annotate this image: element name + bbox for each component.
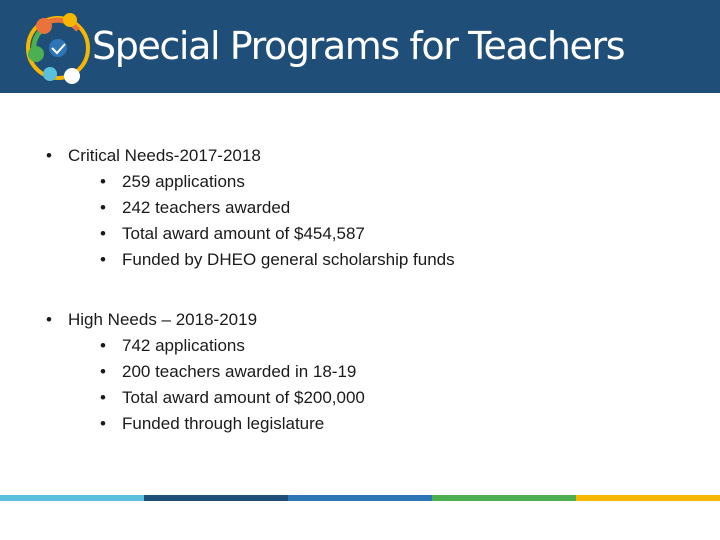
list-item-text: Total award amount of $454,587 bbox=[122, 224, 365, 243]
bullet: • bbox=[100, 336, 106, 355]
bullet: • bbox=[100, 414, 106, 433]
footer-segment bbox=[288, 495, 432, 501]
bullet: • bbox=[100, 172, 106, 191]
section-heading: High Needs – 2018-2019 bbox=[68, 310, 258, 329]
list-item-text: 242 teachers awarded bbox=[122, 198, 291, 217]
section-heading: Critical Needs-2017-2018 bbox=[68, 146, 261, 165]
footer-segment bbox=[432, 495, 576, 501]
list-item-text: 742 applications bbox=[122, 336, 245, 355]
bullet: • bbox=[100, 250, 106, 269]
list-item-text: Funded by DHEO general scholarship funds bbox=[122, 250, 455, 269]
list-item-text: Total award amount of $200,000 bbox=[122, 388, 365, 407]
bullet: • bbox=[100, 224, 106, 243]
list-item-text: Funded through legislature bbox=[122, 414, 325, 433]
list-item-text: 259 applications bbox=[122, 172, 245, 191]
bullet: • bbox=[46, 310, 52, 329]
footer-segment bbox=[144, 495, 288, 501]
footer-color-bar bbox=[0, 495, 720, 501]
page-title: Special Programs for Teachers bbox=[92, 24, 625, 68]
bullet: • bbox=[46, 146, 52, 165]
bullet: • bbox=[100, 198, 106, 217]
footer-segment bbox=[576, 495, 720, 501]
bullet: • bbox=[100, 362, 106, 381]
footer-segment bbox=[0, 495, 144, 501]
list-item-text: 200 teachers awarded in 18-19 bbox=[122, 362, 357, 381]
bullet: • bbox=[100, 388, 106, 407]
